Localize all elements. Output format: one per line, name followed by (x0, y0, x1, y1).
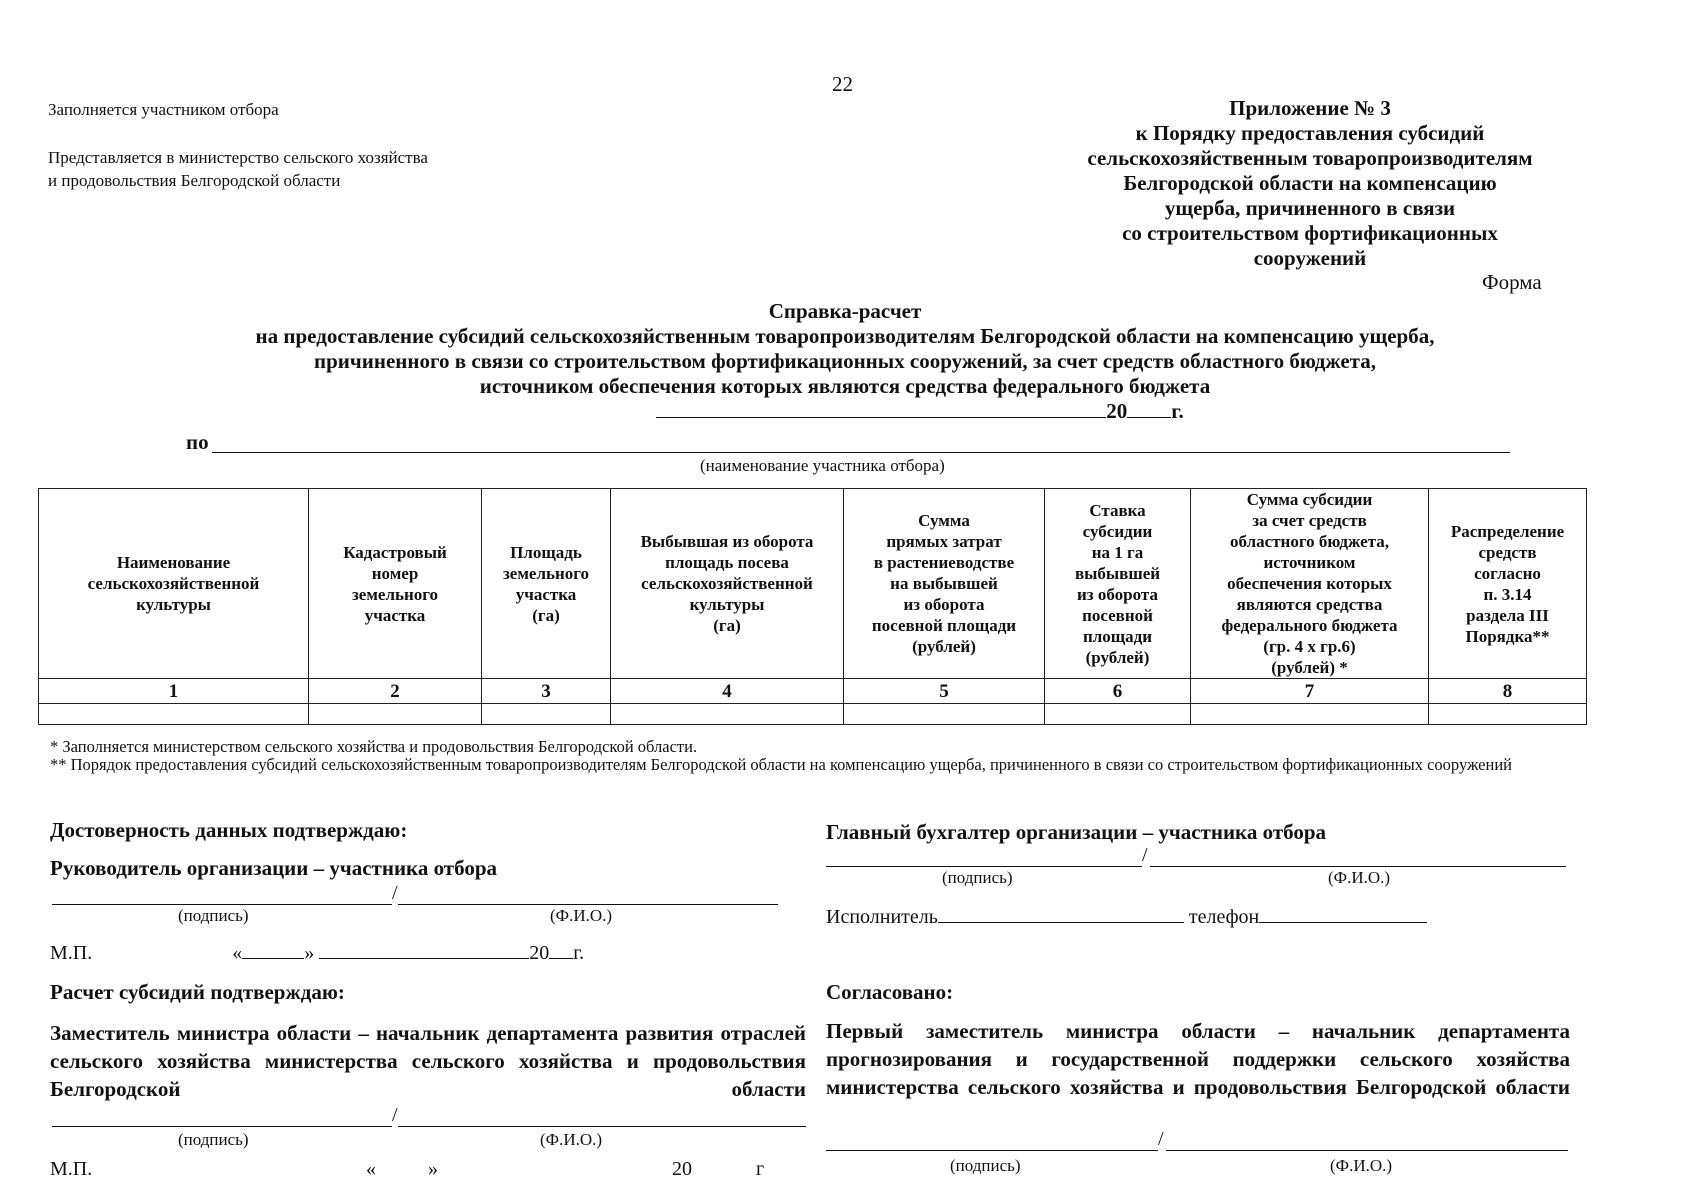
table-cell[interactable] (1429, 704, 1587, 725)
header-line: субсидии (1082, 521, 1153, 541)
head-date-row (50, 940, 584, 965)
header-line: из оборота (1077, 584, 1158, 604)
signature-caption: (подпись) (950, 1156, 1021, 1175)
table-cell[interactable] (482, 704, 611, 725)
first-deputy-signature-field[interactable] (826, 1150, 1158, 1151)
fio-caption: (Ф.И.О.) (540, 1130, 603, 1149)
header-line: Порядка** (1465, 626, 1550, 646)
accountant-title: Главный бухгалтер организации – участника отбора (826, 820, 1327, 844)
footnote-1: * Заполняется министерством сельского хозяйства и продовольствия Белгородской области. (50, 737, 698, 756)
header-line: областного бюджета, (1230, 532, 1389, 551)
signature-caption: (подпись) (178, 906, 249, 925)
deputy-signature-field[interactable] (52, 1126, 392, 1127)
appendix-line: сельскохозяйственным товаропроизводителям (1087, 146, 1533, 170)
agreed-title: Согласовано: (826, 980, 954, 1004)
submitted-to-note (48, 146, 428, 192)
appendix-line: к Порядку предоставления субсидий (1135, 121, 1485, 145)
form-label: Форма (1482, 270, 1542, 294)
header-line: Сумма субсидии (1246, 490, 1373, 509)
header-line: п. 3.14 (1483, 584, 1532, 604)
head-title: Руководитель организации – участника отбора (50, 856, 498, 880)
year-prefix: 20 (672, 1158, 692, 1180)
column-number: 8 (1429, 679, 1587, 704)
accountant-signature-field[interactable] (826, 866, 1142, 867)
executor-row (826, 904, 1427, 929)
column-header-4 (611, 489, 844, 679)
header-line: обеспечения которых (1227, 574, 1392, 593)
executor-label: Исполнитель (826, 906, 938, 928)
submitted-to-line-1: Представляется в министерство сельского хозяйства (48, 148, 428, 167)
phone-label: телефон (1188, 906, 1260, 928)
executor-field[interactable] (938, 904, 1184, 923)
header-line: номер (371, 563, 419, 583)
header-line: (га) (713, 616, 741, 635)
header-line: участка (515, 584, 577, 604)
header-line: на 1 га (1091, 542, 1144, 562)
header-line: прямых затрат (886, 532, 1002, 551)
first-deputy-fio-field[interactable] (1166, 1150, 1568, 1151)
deputy-date-row (50, 1158, 790, 1181)
header-line: культуры (136, 595, 211, 614)
column-header-2 (309, 489, 482, 679)
column-number: 6 (1045, 679, 1191, 704)
header-line: (гр. 4 х гр.6) (1263, 637, 1356, 656)
filled-by-note: Заполняется участником отбора (48, 100, 279, 119)
header-line: Выбывшая из оборота (640, 532, 814, 551)
accountant-fio-field[interactable] (1150, 866, 1566, 867)
header-line: (га) (532, 605, 560, 625)
signature-caption: (подпись) (942, 868, 1013, 887)
day-field[interactable] (242, 940, 304, 959)
header-line: посевной площади (871, 616, 1017, 635)
header-line: площади (1082, 626, 1153, 646)
column-number: 2 (309, 679, 482, 704)
header-line: земельного (502, 563, 590, 583)
quote-open: « (366, 1158, 376, 1180)
slash-separator: / (392, 882, 398, 904)
table-row (39, 704, 1587, 725)
header-line: сельскохозяйственной (641, 574, 813, 593)
appendix-block (1030, 96, 1590, 271)
column-header-8 (1429, 489, 1587, 679)
header-line: средств (1478, 542, 1537, 562)
document-title (100, 299, 1590, 424)
head-fio-field[interactable] (398, 904, 778, 905)
header-line: за счет средств (1252, 511, 1367, 530)
appendix-line: со строительством фортификационных (1122, 221, 1498, 245)
header-line: являются средства (1236, 595, 1383, 614)
title-line: на предоставление субсидий сельскохозяйственным товаропроизводителям Белгородской области на компенсацию ущерба, (255, 324, 1435, 348)
header-line: (рублей) * (1271, 658, 1348, 677)
appendix-line: сооружений (1253, 246, 1367, 270)
column-header-1 (39, 489, 309, 679)
title-date-row (100, 399, 1590, 424)
fio-caption: (Ф.И.О.) (1330, 1156, 1393, 1175)
header-line: выбывшей (1074, 563, 1161, 583)
slash-separator: / (1158, 1128, 1164, 1150)
table-header-row (39, 489, 1587, 679)
column-number: 1 (39, 679, 309, 704)
column-header-7 (1191, 489, 1429, 679)
date-year-suffix: г. (1171, 399, 1184, 423)
slash-separator: / (392, 1104, 398, 1126)
header-line: Ставка (1089, 500, 1146, 520)
head-signature-field[interactable] (52, 904, 392, 905)
participant-caption: (наименование участника отбора) (700, 456, 945, 475)
deputy-fio-field[interactable] (398, 1126, 806, 1127)
header-line: посевной (1082, 605, 1153, 625)
date-year-prefix: 20 (1106, 399, 1128, 423)
header-line: из оборота (903, 595, 985, 614)
header-line: Распределение (1450, 521, 1565, 541)
seal-label: М.П. (50, 942, 93, 964)
header-line: Площадь (510, 542, 582, 562)
footnote-2: ** Порядок предоставления субсидий сельскохозяйственным товаропроизводителям Белгородской области на компенсацию ущерба, причиненного в связи со строительством фортификационных сооружений (50, 755, 1512, 774)
table-cell[interactable] (1045, 704, 1191, 725)
header-line: Сумма (918, 511, 970, 530)
year-prefix: 20 (529, 942, 550, 964)
header-line: Наименование (116, 553, 231, 572)
header-line: культуры (689, 595, 765, 614)
month-field[interactable] (319, 940, 529, 959)
column-number: 7 (1191, 679, 1429, 704)
year-field[interactable] (1127, 399, 1171, 418)
slash-separator: / (1142, 844, 1148, 866)
table-cell[interactable] (1191, 704, 1429, 725)
appendix-line: Белгородской области на компенсацию (1123, 171, 1497, 195)
header-line: федерального бюджета (1221, 616, 1398, 635)
footnotes (50, 738, 1610, 774)
data-confirm-title: Достоверность данных подтверждаю: (50, 818, 408, 842)
header-line: в растениеводстве (873, 553, 1015, 572)
header-line: согласно (1474, 563, 1541, 583)
title-line: причиненного в связи со строительством фортификационных сооружений, за счет средств областного бюджета, (314, 349, 1376, 373)
header-line: площадь посева (665, 553, 789, 572)
header-line: (рублей) (912, 637, 976, 656)
column-number: 3 (482, 679, 611, 704)
appendix-line: ущерба, причиненного в связи (1164, 196, 1456, 220)
header-line: сельскохозяйственной (87, 574, 260, 593)
appendix-line: Приложение № 3 (1229, 96, 1391, 120)
table-cell[interactable] (309, 704, 482, 725)
fio-caption: (Ф.И.О.) (550, 906, 613, 925)
signature-caption: (подпись) (178, 1130, 249, 1149)
column-number: 5 (844, 679, 1045, 704)
header-line: источником (1263, 553, 1356, 572)
table-cell[interactable] (611, 704, 844, 725)
header-line: Кадастровый (343, 542, 447, 562)
header-line: (рублей) (1085, 647, 1150, 667)
table-cell[interactable] (844, 704, 1045, 725)
participant-name-field[interactable] (212, 452, 1510, 453)
column-header-6 (1045, 489, 1191, 679)
year-suffix: г (756, 1158, 765, 1180)
year-field[interactable] (549, 940, 573, 959)
title-heading: Справка-расчет (768, 299, 922, 323)
header-line: раздела III (1466, 605, 1549, 625)
quote-close: » (304, 942, 315, 964)
page-number: 22 (832, 72, 853, 96)
title-line: источником обеспечения которых являются средства федерального бюджета (479, 374, 1211, 398)
date-field[interactable] (656, 399, 1106, 418)
table-cell[interactable] (39, 704, 309, 725)
participant-label: по (186, 430, 209, 454)
header-line: участка (364, 605, 426, 625)
quote-open: « (232, 942, 243, 964)
column-number-row (39, 679, 1587, 704)
phone-field[interactable] (1259, 904, 1427, 923)
deputy-title: Заместитель министра области – начальник департамента развития отраслей сельского хозяйства министерства сельского хозяйства и продовольствия Белгородской области (50, 1021, 806, 1101)
first-deputy-title: Первый заместитель министра области – начальник департамента прогнозирования и государственной поддержки сельского хозяйства министерства сельского хозяйства и продовольствия Белгородской области (826, 1019, 1570, 1099)
fio-caption: (Ф.И.О.) (1328, 868, 1391, 887)
column-header-5 (844, 489, 1045, 679)
submitted-to-line-2: и продовольствия Белгородской области (48, 171, 341, 190)
quote-close: » (428, 1158, 438, 1180)
year-suffix: г. (573, 942, 585, 964)
calculation-table (38, 488, 1587, 725)
calc-confirm-title: Расчет субсидий подтверждаю: (50, 980, 345, 1004)
column-number: 4 (611, 679, 844, 704)
column-header-3 (482, 489, 611, 679)
seal-label: М.П. (50, 1158, 93, 1180)
header-line: на выбывшей (890, 574, 998, 593)
header-line: земельного (351, 584, 439, 604)
